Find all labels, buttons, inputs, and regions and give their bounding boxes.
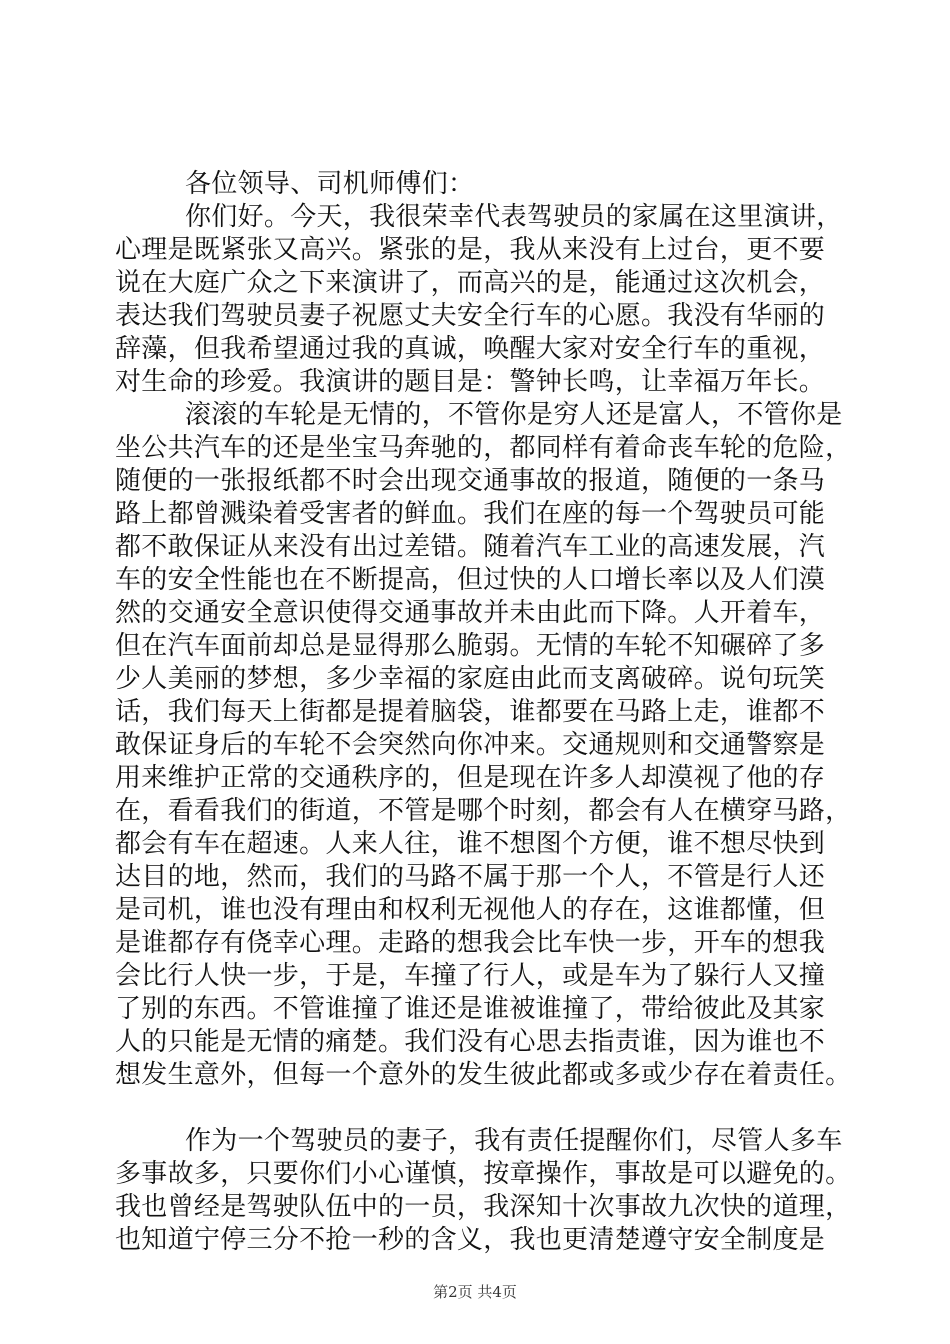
text-line: 是司机，谁也没有理由和权利无视他人的存在，这谁都懂，但 — [115, 895, 826, 925]
text-line: 想发生意外，但每一个意外的发生彼此都或多或少存在着责任。 — [115, 1060, 852, 1090]
text-line: 了别的东西。不管谁撞了谁还是谁被谁撞了，带给彼此及其家 — [115, 994, 826, 1024]
text-line: 都不敢保证从来没有出过差错。随着汽车工业的高速发展，汽 — [115, 532, 826, 562]
text-line: 也知道宁停三分不抢一秒的含义，我也更清楚遵守安全制度是 — [115, 1225, 826, 1255]
text-line: 滚滚的车轮是无情的，不管你是穷人还是富人，不管你是 — [185, 400, 843, 430]
text-line: 会比行人快一步，于是，车撞了行人，或是车为了躲行人又撞 — [115, 961, 826, 991]
text-line: 在，看看我们的街道，不管是哪个时刻，都会有人在横穿马路， — [115, 796, 852, 826]
text-line: 随便的一张报纸都不时会出现交通事故的报道，随便的一条马 — [115, 466, 826, 496]
text-line: 辞藻，但我希望通过我的真诚，唤醒大家对安全行车的重视， — [115, 334, 826, 364]
text-line: 我也曾经是驾驶队伍中的一员，我深知十次事故九次快的道理， — [115, 1192, 852, 1222]
text-line: 你们好。今天，我很荣幸代表驾驶员的家属在这里演讲， — [185, 202, 843, 232]
greeting-line: 各位领导、司机师傅们： — [185, 169, 475, 199]
text-line: 但在汽车面前却总是显得那么脆弱。无情的车轮不知碾碎了多 — [115, 631, 826, 661]
text-line: 达目的地，然而，我们的马路不属于那一个人，不管是行人还 — [115, 862, 826, 892]
text-line: 表达我们驾驶员妻子祝愿丈夫安全行车的心愿。我没有华丽的 — [115, 301, 826, 331]
text-line: 坐公共汽车的还是坐宝马奔驰的，都同样有着命丧车轮的危险， — [115, 433, 852, 463]
text-line: 都会有车在超速。人来人往，谁不想图个方便，谁不想尽快到 — [115, 829, 826, 859]
text-line: 人的只能是无情的痛楚。我们没有心思去指责谁，因为谁也不 — [115, 1027, 826, 1057]
paragraph-2 — [115, 399, 852, 1092]
document-body — [115, 168, 852, 1257]
page-number-footer: 第2页 共4页 — [433, 1283, 517, 1301]
text-line: 敢保证身后的车轮不会突然向你冲来。交通规则和交通警察是 — [115, 730, 826, 760]
paragraph-1 — [115, 201, 843, 399]
text-line: 路上都曾溅染着受害者的鲜血。我们在座的每一个驾驶员可能 — [115, 499, 826, 529]
text-line: 话，我们每天上街都是提着脑袋，谁都要在马路上走，谁都不 — [115, 697, 826, 727]
paragraph-3 — [115, 1125, 852, 1257]
text-line: 作为一个驾驶员的妻子，我有责任提醒你们，尽管人多车 — [185, 1126, 843, 1156]
text-line: 是谁都存有侥幸心理。走路的想我会比车快一步，开车的想我 — [115, 928, 826, 958]
text-line: 说在大庭广众之下来演讲了，而高兴的是，能通过这次机会， — [115, 268, 826, 298]
paragraph-gap — [115, 1092, 835, 1125]
text-line: 对生命的珍爱。我演讲的题目是：警钟长鸣，让幸福万年长。 — [115, 367, 826, 397]
text-line: 多事故多，只要你们小心谨慎，按章操作，事故是可以避免的。 — [115, 1159, 852, 1189]
text-line: 少人美丽的梦想，多少幸福的家庭由此而支离破碎。说句玩笑 — [115, 664, 826, 694]
text-line: 然的交通安全意识使得交通事故并未由此而下降。人开着车， — [115, 598, 826, 628]
text-line: 用来维护正常的交通秩序的，但是现在许多人却漠视了他的存 — [115, 763, 826, 793]
text-line: 车的安全性能也在不断提高，但过快的人口增长率以及人们漠 — [115, 565, 826, 595]
text-line: 心理是既紧张又高兴。紧张的是，我从来没有上过台，更不要 — [115, 235, 826, 265]
